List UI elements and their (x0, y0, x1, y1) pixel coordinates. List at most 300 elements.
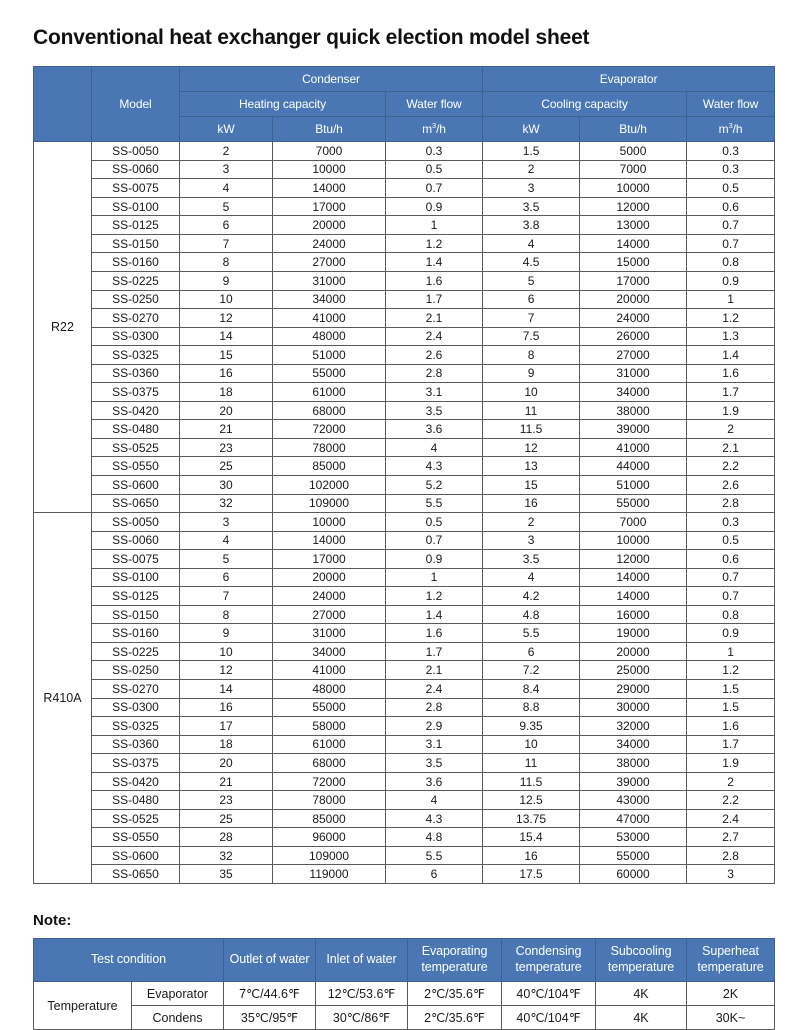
cell-evaporator-btu: 39000 (580, 772, 687, 791)
header-corner-blank (34, 67, 92, 142)
cell-evaporator-kw: 4.8 (483, 605, 580, 624)
table-row (34, 253, 775, 272)
table-row (34, 401, 775, 420)
cell-evaporator-btu: 53000 (580, 828, 687, 847)
cell-evaporator-kw: 11 (483, 754, 580, 773)
cell-evaporator-water-flow: 2.2 (687, 791, 775, 810)
cell-condenser-water-flow: 1.2 (386, 234, 483, 253)
cell-condenser-btu: 17000 (273, 550, 386, 569)
cell-model: SS-0075 (92, 550, 180, 569)
cell-model: SS-0270 (92, 680, 180, 699)
table-row (34, 809, 775, 828)
cell-condenser-kw: 20 (180, 754, 273, 773)
cell-condenser-kw: 7 (180, 587, 273, 606)
cell-condenser-water-flow: 1 (386, 216, 483, 235)
cell-condenser-kw: 5 (180, 550, 273, 569)
table-row (34, 846, 775, 865)
cell-condenser-water-flow: 4.3 (386, 809, 483, 828)
cell-condenser-btu: 7000 (273, 142, 386, 161)
cell-evaporator-kw: 13 (483, 457, 580, 476)
cell-evaporator-btu: 60000 (580, 865, 687, 884)
cell-evaporator-kw: 7 (483, 309, 580, 328)
cell-condenser-water-flow: 1.4 (386, 253, 483, 272)
cell-condenser-btu: 55000 (273, 698, 386, 717)
cell-evaporator-kw: 3.5 (483, 197, 580, 216)
cell-condenser-kw: 21 (180, 772, 273, 791)
cell-evaporator-water-flow: 0.3 (687, 142, 775, 161)
cell-model: SS-0050 (92, 142, 180, 161)
cell-condenser-btu: 51000 (273, 346, 386, 365)
cell-evaporator-kw: 7.2 (483, 661, 580, 680)
cell-condenser-btu: 85000 (273, 809, 386, 828)
cell-condenser-btu: 41000 (273, 661, 386, 680)
cell-evaporator-kw: 4.5 (483, 253, 580, 272)
cell-condenser-water-flow: 0.9 (386, 550, 483, 569)
table-row (34, 791, 775, 810)
cell-condenser-btu: 78000 (273, 438, 386, 457)
cell-model: SS-0050 (92, 513, 180, 532)
table-row (34, 698, 775, 717)
cell-evaporator-btu: 43000 (580, 791, 687, 810)
table-row (34, 735, 775, 754)
cell-condenser-water-flow: 1.7 (386, 642, 483, 661)
cell-condenser-btu: 41000 (273, 309, 386, 328)
cell-model: SS-0420 (92, 401, 180, 420)
cell-evaporator-kw: 11 (483, 401, 580, 420)
cell-evaporator-btu: 26000 (580, 327, 687, 346)
cell-condenser-btu: 85000 (273, 457, 386, 476)
cell-evaporator-water-flow: 2.8 (687, 494, 775, 513)
cell-evaporator-btu: 12000 (580, 197, 687, 216)
cell-condenser-kw: 15 (180, 346, 273, 365)
note-cell-outlet-of-water: 35℃/95℉ (224, 1006, 316, 1030)
table-row (34, 494, 775, 513)
table-row (34, 438, 775, 457)
note-cell-condensing-temperature: 40℃/104℉ (502, 1006, 596, 1030)
table-row (34, 271, 775, 290)
header-unit-kw-condenser: kW (180, 117, 273, 142)
cell-evaporator-water-flow: 2.4 (687, 809, 775, 828)
note-cell-heat-exchanger-type: Evaporator (132, 982, 224, 1006)
table-row (34, 327, 775, 346)
cell-evaporator-water-flow: 2.7 (687, 828, 775, 847)
cell-evaporator-water-flow: 0.9 (687, 624, 775, 643)
cell-evaporator-btu: 31000 (580, 364, 687, 383)
cell-evaporator-water-flow: 2 (687, 772, 775, 791)
note-cell-heat-exchanger-type: Condens (132, 1006, 224, 1030)
cell-condenser-water-flow: 3.5 (386, 401, 483, 420)
cell-model: SS-0100 (92, 197, 180, 216)
cell-evaporator-btu: 7000 (580, 160, 687, 179)
cell-condenser-btu: 68000 (273, 754, 386, 773)
cell-evaporator-kw: 5.5 (483, 624, 580, 643)
cell-condenser-water-flow: 2.8 (386, 364, 483, 383)
cell-evaporator-btu: 17000 (580, 271, 687, 290)
cell-condenser-btu: 48000 (273, 327, 386, 346)
header-cooling-capacity: Cooling capacity (483, 92, 687, 117)
cell-condenser-water-flow: 2.1 (386, 661, 483, 680)
table-row (34, 772, 775, 791)
cell-evaporator-btu: 20000 (580, 642, 687, 661)
cell-model: SS-0060 (92, 531, 180, 550)
note-cell-superheat-temperature: 2K (687, 982, 775, 1006)
note-cell-outlet-of-water: 7℃/44.6℉ (224, 982, 316, 1006)
cell-condenser-water-flow: 5.5 (386, 494, 483, 513)
note-heading: Note: (33, 912, 72, 930)
cell-condenser-btu: 27000 (273, 253, 386, 272)
cell-evaporator-kw: 13.75 (483, 809, 580, 828)
note-header-test-condition: Test condition (34, 939, 224, 982)
cell-condenser-btu: 27000 (273, 605, 386, 624)
cell-condenser-btu: 14000 (273, 179, 386, 198)
cell-condenser-btu: 61000 (273, 383, 386, 402)
cell-model: SS-0075 (92, 179, 180, 198)
cell-evaporator-water-flow: 0.6 (687, 197, 775, 216)
note-row-label-temperature: Temperature (34, 982, 132, 1030)
cell-evaporator-water-flow: 2.1 (687, 438, 775, 457)
cell-condenser-kw: 3 (180, 160, 273, 179)
cell-condenser-water-flow: 1.2 (386, 587, 483, 606)
table-row (34, 142, 775, 161)
cell-evaporator-kw: 6 (483, 642, 580, 661)
table-row (34, 420, 775, 439)
cell-evaporator-water-flow: 0.7 (687, 568, 775, 587)
cell-evaporator-kw: 3.5 (483, 550, 580, 569)
cell-evaporator-kw: 15 (483, 475, 580, 494)
cell-evaporator-kw: 4.2 (483, 587, 580, 606)
cell-condenser-water-flow: 6 (386, 865, 483, 884)
table-row (34, 290, 775, 309)
note-cell-superheat-temperature: 30K~ (687, 1006, 775, 1030)
test-condition-table (33, 938, 775, 1030)
cell-evaporator-btu: 14000 (580, 234, 687, 253)
note-cell-subcooling-temperature: 4K (596, 982, 687, 1006)
cell-evaporator-water-flow: 1.9 (687, 754, 775, 773)
cell-evaporator-kw: 4 (483, 568, 580, 587)
cell-model: SS-0480 (92, 420, 180, 439)
cell-model: SS-0550 (92, 828, 180, 847)
cell-model: SS-0360 (92, 364, 180, 383)
header-evaporator: Evaporator (483, 67, 775, 92)
cell-condenser-btu: 34000 (273, 290, 386, 309)
cell-evaporator-kw: 16 (483, 494, 580, 513)
cell-evaporator-kw: 17.5 (483, 865, 580, 884)
table-row (34, 364, 775, 383)
cell-condenser-kw: 8 (180, 253, 273, 272)
note-header-condensing-temperature: Condensing temperature (502, 939, 596, 982)
cell-model: SS-0375 (92, 754, 180, 773)
cell-evaporator-btu: 20000 (580, 290, 687, 309)
cell-evaporator-water-flow: 0.5 (687, 531, 775, 550)
cell-evaporator-btu: 13000 (580, 216, 687, 235)
cell-condenser-kw: 14 (180, 680, 273, 699)
cell-evaporator-water-flow: 0.5 (687, 179, 775, 198)
cell-evaporator-btu: 44000 (580, 457, 687, 476)
table-row (34, 383, 775, 402)
cell-evaporator-btu: 15000 (580, 253, 687, 272)
table-row (34, 216, 775, 235)
refrigerant-group-label: R410A (34, 513, 92, 884)
cell-condenser-kw: 14 (180, 327, 273, 346)
specification-table (33, 66, 775, 884)
cell-condenser-btu: 68000 (273, 401, 386, 420)
cell-model: SS-0325 (92, 346, 180, 365)
cell-condenser-water-flow: 1.7 (386, 290, 483, 309)
note-table-row (34, 982, 775, 1006)
note-cell-subcooling-temperature: 4K (596, 1006, 687, 1030)
note-header-inlet-of-water: Inlet of water (316, 939, 408, 982)
cell-condenser-kw: 16 (180, 364, 273, 383)
note-cell-inlet-of-water: 12℃/53.6℉ (316, 982, 408, 1006)
cell-model: SS-0060 (92, 160, 180, 179)
cell-condenser-btu: 55000 (273, 364, 386, 383)
spec-table-header-group (34, 67, 775, 142)
cell-evaporator-water-flow: 0.3 (687, 513, 775, 532)
cell-evaporator-water-flow: 1.6 (687, 717, 775, 736)
cell-evaporator-water-flow: 2.6 (687, 475, 775, 494)
cell-evaporator-water-flow: 1.5 (687, 698, 775, 717)
cell-condenser-water-flow: 1.6 (386, 271, 483, 290)
cell-evaporator-btu: 51000 (580, 475, 687, 494)
cell-model: SS-0160 (92, 624, 180, 643)
cell-condenser-water-flow: 1.4 (386, 605, 483, 624)
header-unit-kw-evaporator: kW (483, 117, 580, 142)
note-cell-evaporating-temperature: 2℃/35.6℉ (408, 1006, 502, 1030)
cell-condenser-water-flow: 1.6 (386, 624, 483, 643)
header-row-category (34, 67, 775, 92)
cell-condenser-water-flow: 0.3 (386, 142, 483, 161)
cell-model: SS-0525 (92, 438, 180, 457)
cell-evaporator-water-flow: 0.7 (687, 587, 775, 606)
cell-evaporator-kw: 3 (483, 531, 580, 550)
cell-model: SS-0300 (92, 327, 180, 346)
cell-condenser-btu: 58000 (273, 717, 386, 736)
cell-condenser-kw: 6 (180, 216, 273, 235)
cell-condenser-kw: 25 (180, 457, 273, 476)
cell-evaporator-water-flow: 1.7 (687, 383, 775, 402)
cell-evaporator-water-flow: 1.9 (687, 401, 775, 420)
cell-evaporator-water-flow: 0.8 (687, 605, 775, 624)
cell-evaporator-water-flow: 1.2 (687, 309, 775, 328)
page-title: Conventional heat exchanger quick election model sheet (33, 26, 590, 49)
cell-condenser-kw: 8 (180, 605, 273, 624)
cell-evaporator-water-flow: 1.5 (687, 680, 775, 699)
cell-condenser-btu: 78000 (273, 791, 386, 810)
cell-condenser-water-flow: 5.2 (386, 475, 483, 494)
cell-evaporator-water-flow: 3 (687, 865, 775, 884)
table-row (34, 605, 775, 624)
note-table-header-group (34, 939, 775, 982)
cell-evaporator-btu: 34000 (580, 383, 687, 402)
table-row (34, 160, 775, 179)
cell-condenser-btu: 72000 (273, 772, 386, 791)
cell-condenser-water-flow: 4 (386, 791, 483, 810)
note-table-row (34, 1006, 775, 1030)
cell-evaporator-btu: 55000 (580, 846, 687, 865)
cell-condenser-btu: 31000 (273, 624, 386, 643)
cell-evaporator-btu: 38000 (580, 754, 687, 773)
cell-condenser-water-flow: 2.4 (386, 327, 483, 346)
cell-evaporator-btu: 41000 (580, 438, 687, 457)
table-row (34, 179, 775, 198)
cell-condenser-btu: 102000 (273, 475, 386, 494)
header-unit-flow-evaporator: $m^3/h$ (687, 117, 775, 142)
cell-condenser-kw: 7 (180, 234, 273, 253)
cell-condenser-water-flow: 0.5 (386, 160, 483, 179)
cell-evaporator-kw: 12 (483, 438, 580, 457)
cell-condenser-kw: 4 (180, 179, 273, 198)
cell-condenser-kw: 12 (180, 661, 273, 680)
header-unit-btu-evaporator: Btu/h (580, 117, 687, 142)
cell-condenser-kw: 30 (180, 475, 273, 494)
cell-condenser-water-flow: 0.7 (386, 179, 483, 198)
table-row (34, 531, 775, 550)
header-water-flow-evaporator: Water flow (687, 92, 775, 117)
table-row (34, 197, 775, 216)
cell-evaporator-kw: 11.5 (483, 772, 580, 791)
table-row (34, 754, 775, 773)
table-row (34, 680, 775, 699)
cell-condenser-btu: 96000 (273, 828, 386, 847)
cell-evaporator-btu: 47000 (580, 809, 687, 828)
header-heating-capacity: Heating capacity (180, 92, 386, 117)
table-row (34, 309, 775, 328)
cell-evaporator-kw: 11.5 (483, 420, 580, 439)
header-unit-btu-condenser: Btu/h (273, 117, 386, 142)
table-row (34, 457, 775, 476)
cell-condenser-btu: 119000 (273, 865, 386, 884)
note-header-row (34, 939, 775, 982)
cell-condenser-water-flow: 0.5 (386, 513, 483, 532)
cell-evaporator-btu: 39000 (580, 420, 687, 439)
cell-evaporator-btu: 55000 (580, 494, 687, 513)
cell-model: SS-0375 (92, 383, 180, 402)
cell-evaporator-water-flow: 1 (687, 642, 775, 661)
cell-condenser-water-flow: 2.4 (386, 680, 483, 699)
header-water-flow-condenser: Water flow (386, 92, 483, 117)
cell-evaporator-btu: 29000 (580, 680, 687, 699)
cell-evaporator-water-flow: 1.6 (687, 364, 775, 383)
cell-evaporator-btu: 19000 (580, 624, 687, 643)
cell-condenser-kw: 18 (180, 383, 273, 402)
cell-evaporator-btu: 38000 (580, 401, 687, 420)
cell-evaporator-kw: 9.35 (483, 717, 580, 736)
cell-evaporator-water-flow: 0.8 (687, 253, 775, 272)
table-row (34, 661, 775, 680)
cell-condenser-btu: 20000 (273, 568, 386, 587)
cell-condenser-kw: 10 (180, 290, 273, 309)
cell-evaporator-btu: 5000 (580, 142, 687, 161)
cell-evaporator-water-flow: 0.3 (687, 160, 775, 179)
cell-evaporator-kw: 6 (483, 290, 580, 309)
cell-condenser-btu: 72000 (273, 420, 386, 439)
cell-evaporator-btu: 30000 (580, 698, 687, 717)
cell-model: SS-0225 (92, 642, 180, 661)
table-row (34, 642, 775, 661)
cell-condenser-btu: 10000 (273, 160, 386, 179)
cell-condenser-water-flow: 3.1 (386, 735, 483, 754)
cell-condenser-kw: 32 (180, 846, 273, 865)
cell-evaporator-kw: 2 (483, 160, 580, 179)
table-row (34, 828, 775, 847)
refrigerant-group-label: R22 (34, 142, 92, 513)
cell-evaporator-btu: 14000 (580, 568, 687, 587)
cell-condenser-btu: 20000 (273, 216, 386, 235)
note-header-subcooling-temperature: Subcooling temperature (596, 939, 687, 982)
cell-model: SS-0600 (92, 846, 180, 865)
note-header-superheat-temperature: Superheat temperature (687, 939, 775, 982)
cell-condenser-kw: 25 (180, 809, 273, 828)
table-row (34, 717, 775, 736)
cell-evaporator-kw: 7.5 (483, 327, 580, 346)
cell-condenser-btu: 109000 (273, 494, 386, 513)
cell-evaporator-kw: 8 (483, 346, 580, 365)
cell-condenser-btu: 109000 (273, 846, 386, 865)
cell-condenser-btu: 34000 (273, 642, 386, 661)
table-row (34, 513, 775, 532)
cell-condenser-water-flow: 3.6 (386, 420, 483, 439)
cell-evaporator-kw: 12.5 (483, 791, 580, 810)
cell-evaporator-btu: 25000 (580, 661, 687, 680)
cell-condenser-kw: 12 (180, 309, 273, 328)
cell-condenser-btu: 48000 (273, 680, 386, 699)
cell-model: SS-0650 (92, 865, 180, 884)
cell-evaporator-kw: 10 (483, 735, 580, 754)
cell-model: SS-0650 (92, 494, 180, 513)
cell-model: SS-0125 (92, 216, 180, 235)
cell-condenser-kw: 17 (180, 717, 273, 736)
cell-condenser-kw: 3 (180, 513, 273, 532)
cell-evaporator-btu: 27000 (580, 346, 687, 365)
cell-condenser-water-flow: 2.9 (386, 717, 483, 736)
cell-condenser-water-flow: 3.6 (386, 772, 483, 791)
cell-model: SS-0250 (92, 290, 180, 309)
cell-evaporator-water-flow: 2.8 (687, 846, 775, 865)
cell-evaporator-btu: 24000 (580, 309, 687, 328)
cell-condenser-kw: 2 (180, 142, 273, 161)
cell-condenser-btu: 31000 (273, 271, 386, 290)
cell-condenser-kw: 9 (180, 271, 273, 290)
cell-evaporator-btu: 10000 (580, 179, 687, 198)
cell-evaporator-btu: 16000 (580, 605, 687, 624)
cell-condenser-btu: 24000 (273, 587, 386, 606)
cell-condenser-water-flow: 1 (386, 568, 483, 587)
cell-condenser-kw: 35 (180, 865, 273, 884)
cell-evaporator-kw: 8.4 (483, 680, 580, 699)
cell-model: SS-0125 (92, 587, 180, 606)
cell-condenser-btu: 24000 (273, 234, 386, 253)
table-row (34, 624, 775, 643)
cell-condenser-kw: 23 (180, 438, 273, 457)
table-row (34, 550, 775, 569)
cell-evaporator-water-flow: 0.9 (687, 271, 775, 290)
header-condenser: Condenser (180, 67, 483, 92)
cell-evaporator-water-flow: 1.2 (687, 661, 775, 680)
note-cell-condensing-temperature: 40℃/104℉ (502, 982, 596, 1006)
cell-model: SS-0480 (92, 791, 180, 810)
cell-evaporator-kw: 10 (483, 383, 580, 402)
cell-model: SS-0550 (92, 457, 180, 476)
cell-evaporator-kw: 9 (483, 364, 580, 383)
cell-evaporator-btu: 12000 (580, 550, 687, 569)
cell-evaporator-kw: 3 (483, 179, 580, 198)
table-row (34, 234, 775, 253)
cell-evaporator-water-flow: 0.6 (687, 550, 775, 569)
cell-condenser-water-flow: 2.8 (386, 698, 483, 717)
cell-condenser-kw: 5 (180, 197, 273, 216)
cell-evaporator-kw: 4 (483, 234, 580, 253)
spec-table-body (34, 142, 775, 884)
